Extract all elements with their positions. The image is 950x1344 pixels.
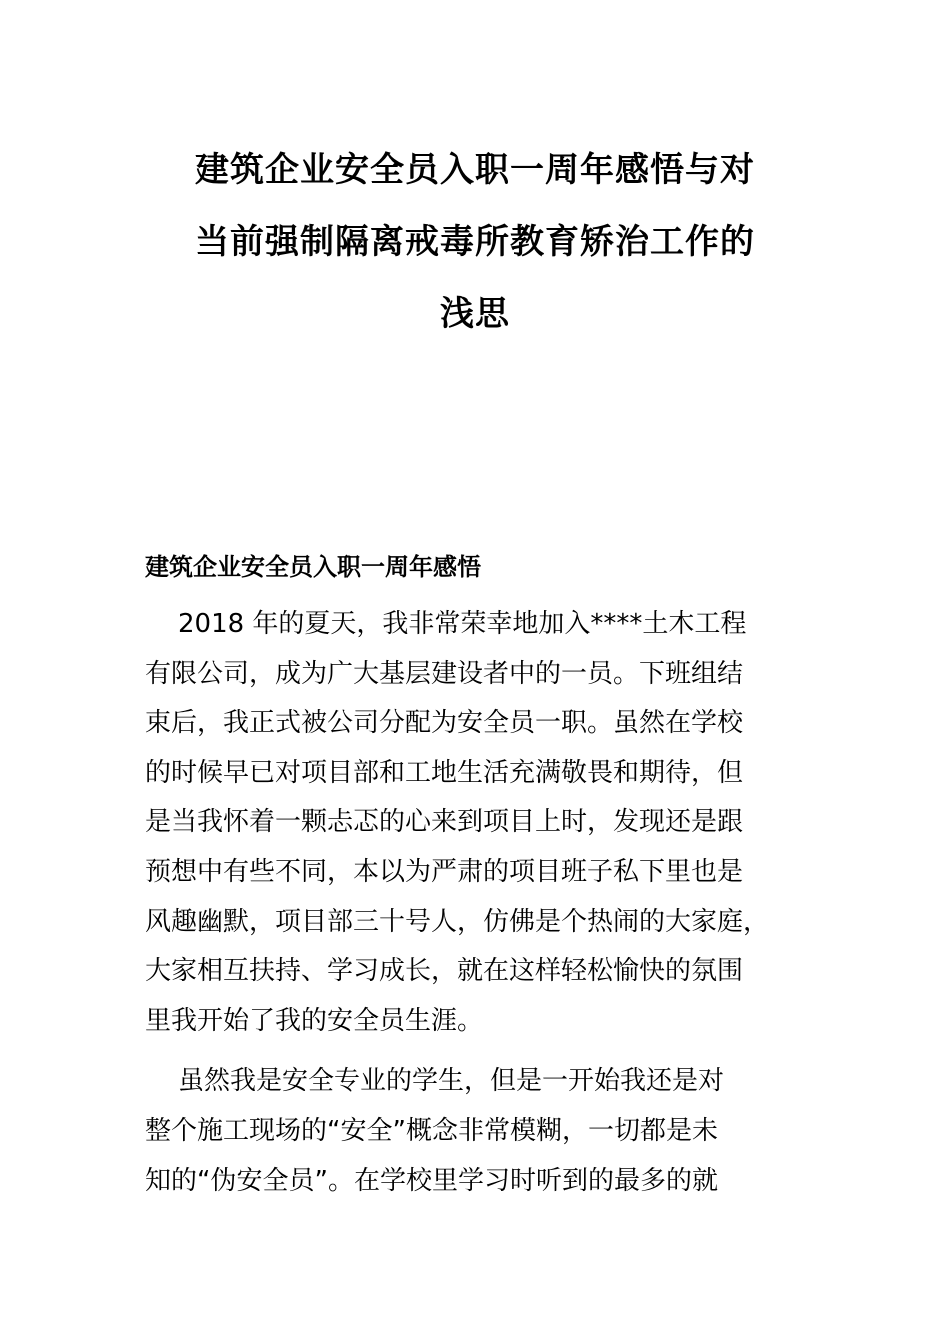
paragraph-line: 是当我怀着一颗忐忑的心来到项目上时，发现还是跟 <box>145 807 744 838</box>
body-text <box>145 600 835 1206</box>
paragraph-line: 虽然我是安全专业的学生，但是一开始我还是对 <box>178 1066 725 1097</box>
paragraph-2 <box>145 1057 835 1206</box>
paragraph-line: 里我开始了我的安全员生涯。 <box>145 1005 484 1036</box>
paragraph-line: 2018 年的夏天，我非常荣幸地加入****土木工程 <box>178 609 747 639</box>
paragraph-line: 风趣幽默，项目部三十号人，仿佛是个热闹的大家庭， <box>145 906 770 937</box>
title-line: 建筑企业安全员入职一周年感悟与对 <box>195 150 755 190</box>
paragraph-line: 大家相互扶持、学习成长，就在这样轻松愉快的氛围 <box>145 956 744 987</box>
paragraph-line: 预想中有些不同，本以为严肃的项目班子私下里也是 <box>145 856 744 887</box>
paragraph-line: 整个施工现场的“安全”概念非常模糊，一切都是未 <box>145 1115 718 1146</box>
paragraph-line: 的时候早已对项目部和工地生活充满敬畏和期待，但 <box>145 757 744 788</box>
section-heading: 建筑企业安全员入职一周年感悟 <box>145 553 481 581</box>
paragraph-line: 有限公司，成为广大基层建设者中的一员。下班组结 <box>145 658 744 689</box>
document-title <box>140 134 810 350</box>
paragraph-1 <box>145 600 835 1046</box>
title-line: 当前强制隔离戒毒所教育矫治工作的 <box>195 222 755 262</box>
paragraph-line: 知的“伪安全员”。在学校里学习时听到的最多的就 <box>145 1165 718 1196</box>
paragraph-line: 束后，我正式被公司分配为安全员一职。虽然在学校 <box>145 708 744 739</box>
title-line: 浅思 <box>440 294 510 334</box>
